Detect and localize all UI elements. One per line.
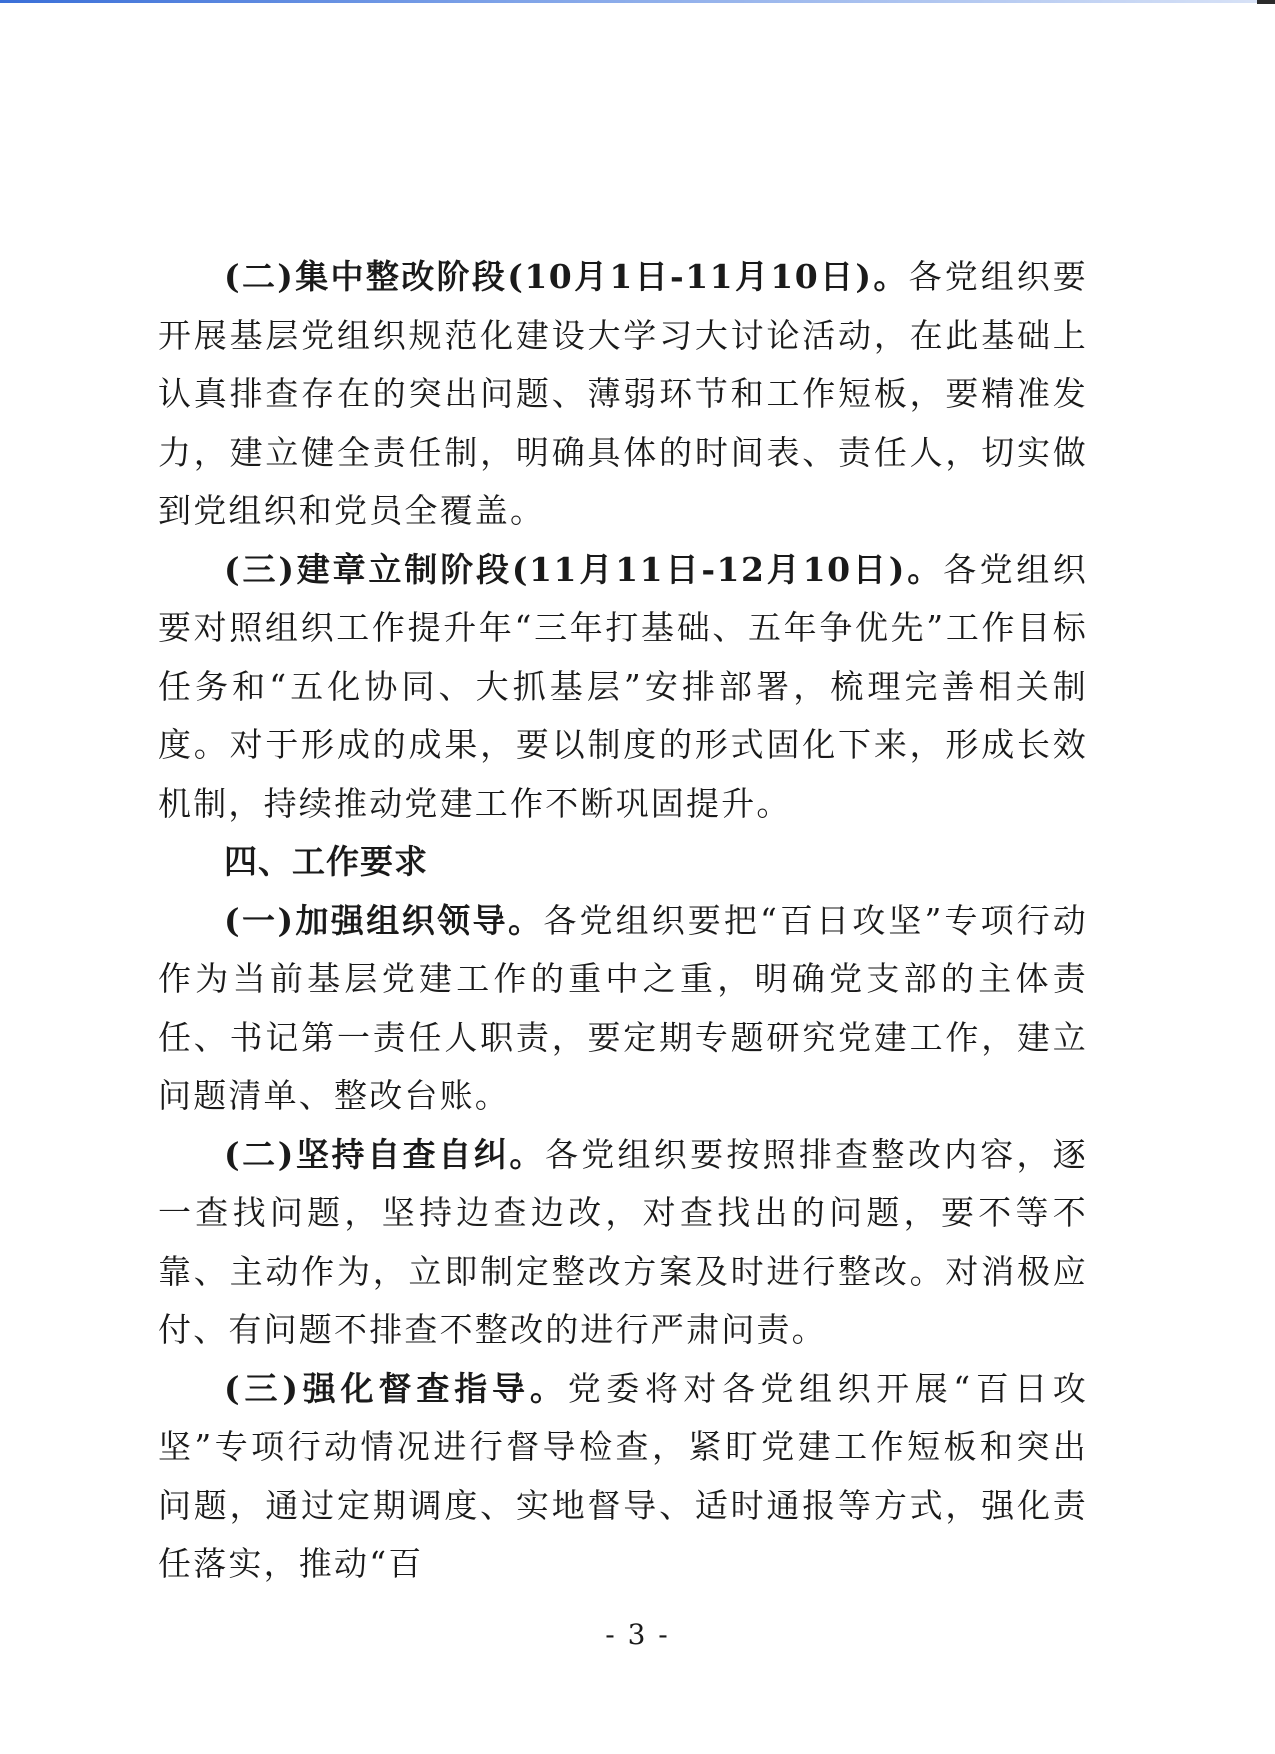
paragraph-lead: (三)建章立制阶段(11月11日-12月10日)。: [224, 549, 944, 589]
paragraph-text: 各党组织要对照组织工作提升年“三年打基础、五年争优先”工作目标任务和“五化协同、大抓基层”安排部署，梳理完善相关制度。对于形成的成果，要以制度的形式固化下来，形成长效机制，持续推动党建工作不断巩固提升。: [158, 549, 1088, 823]
paragraph-text: 各党组织要开展基层党组织规范化建设大学习大讨论活动，在此基础上认真排查存在的突出问题、薄弱环节和工作短板，要精准发力，建立健全责任制，明确具体的时间表、责任人，切实做到党组织和党员全覆盖。: [158, 257, 1088, 530]
scan-edge-mark: [0, 0, 1275, 3]
requirement-one: [158, 892, 1088, 1126]
document-body: [158, 248, 1088, 1594]
scan-corner-mark: [1257, 0, 1275, 4]
paragraph-text: 党委将对各党组织开展“百日攻坚”专项行动情况进行督导检查，紧盯党建工作短板和突出问题，通过定期调度、实地督导、适时通报等方式，强化责任落实，推动“百: [158, 1368, 1088, 1583]
paragraph-text: 各党组织要按照排查整改内容，逐一查找问题，坚持边查边改，对查找出的问题，要不等不靠、主动作为，立即制定整改方案及时进行整改。对消极应付、有问题不排查不整改的进行严肃问责。: [158, 1134, 1088, 1349]
requirement-two: [158, 1126, 1088, 1360]
section-heading-text: 四、工作要求: [224, 842, 428, 881]
paragraph-lead: (二)集中整改阶段(10月1日-11月10日)。: [224, 257, 909, 296]
paragraph-lead: (二)坚持自查自纠。: [224, 1134, 545, 1174]
requirement-three: [158, 1360, 1088, 1594]
paragraph-stage-three: [158, 541, 1088, 834]
paragraph-lead: (三)强化督查指导。: [224, 1368, 568, 1408]
section-heading: [158, 833, 1088, 892]
page-number: - 3 -: [605, 1618, 670, 1651]
paragraph-text: 各党组织要把“百日攻坚”专项行动作为当前基层党建工作的重中之重，明确党支部的主体责任、书记第一责任人职责，要定期专题研究党建工作，建立问题清单、整改台账。: [158, 900, 1088, 1115]
paragraph-lead: (一)加强组织领导。: [224, 900, 544, 940]
paragraph-stage-two: [158, 248, 1088, 541]
